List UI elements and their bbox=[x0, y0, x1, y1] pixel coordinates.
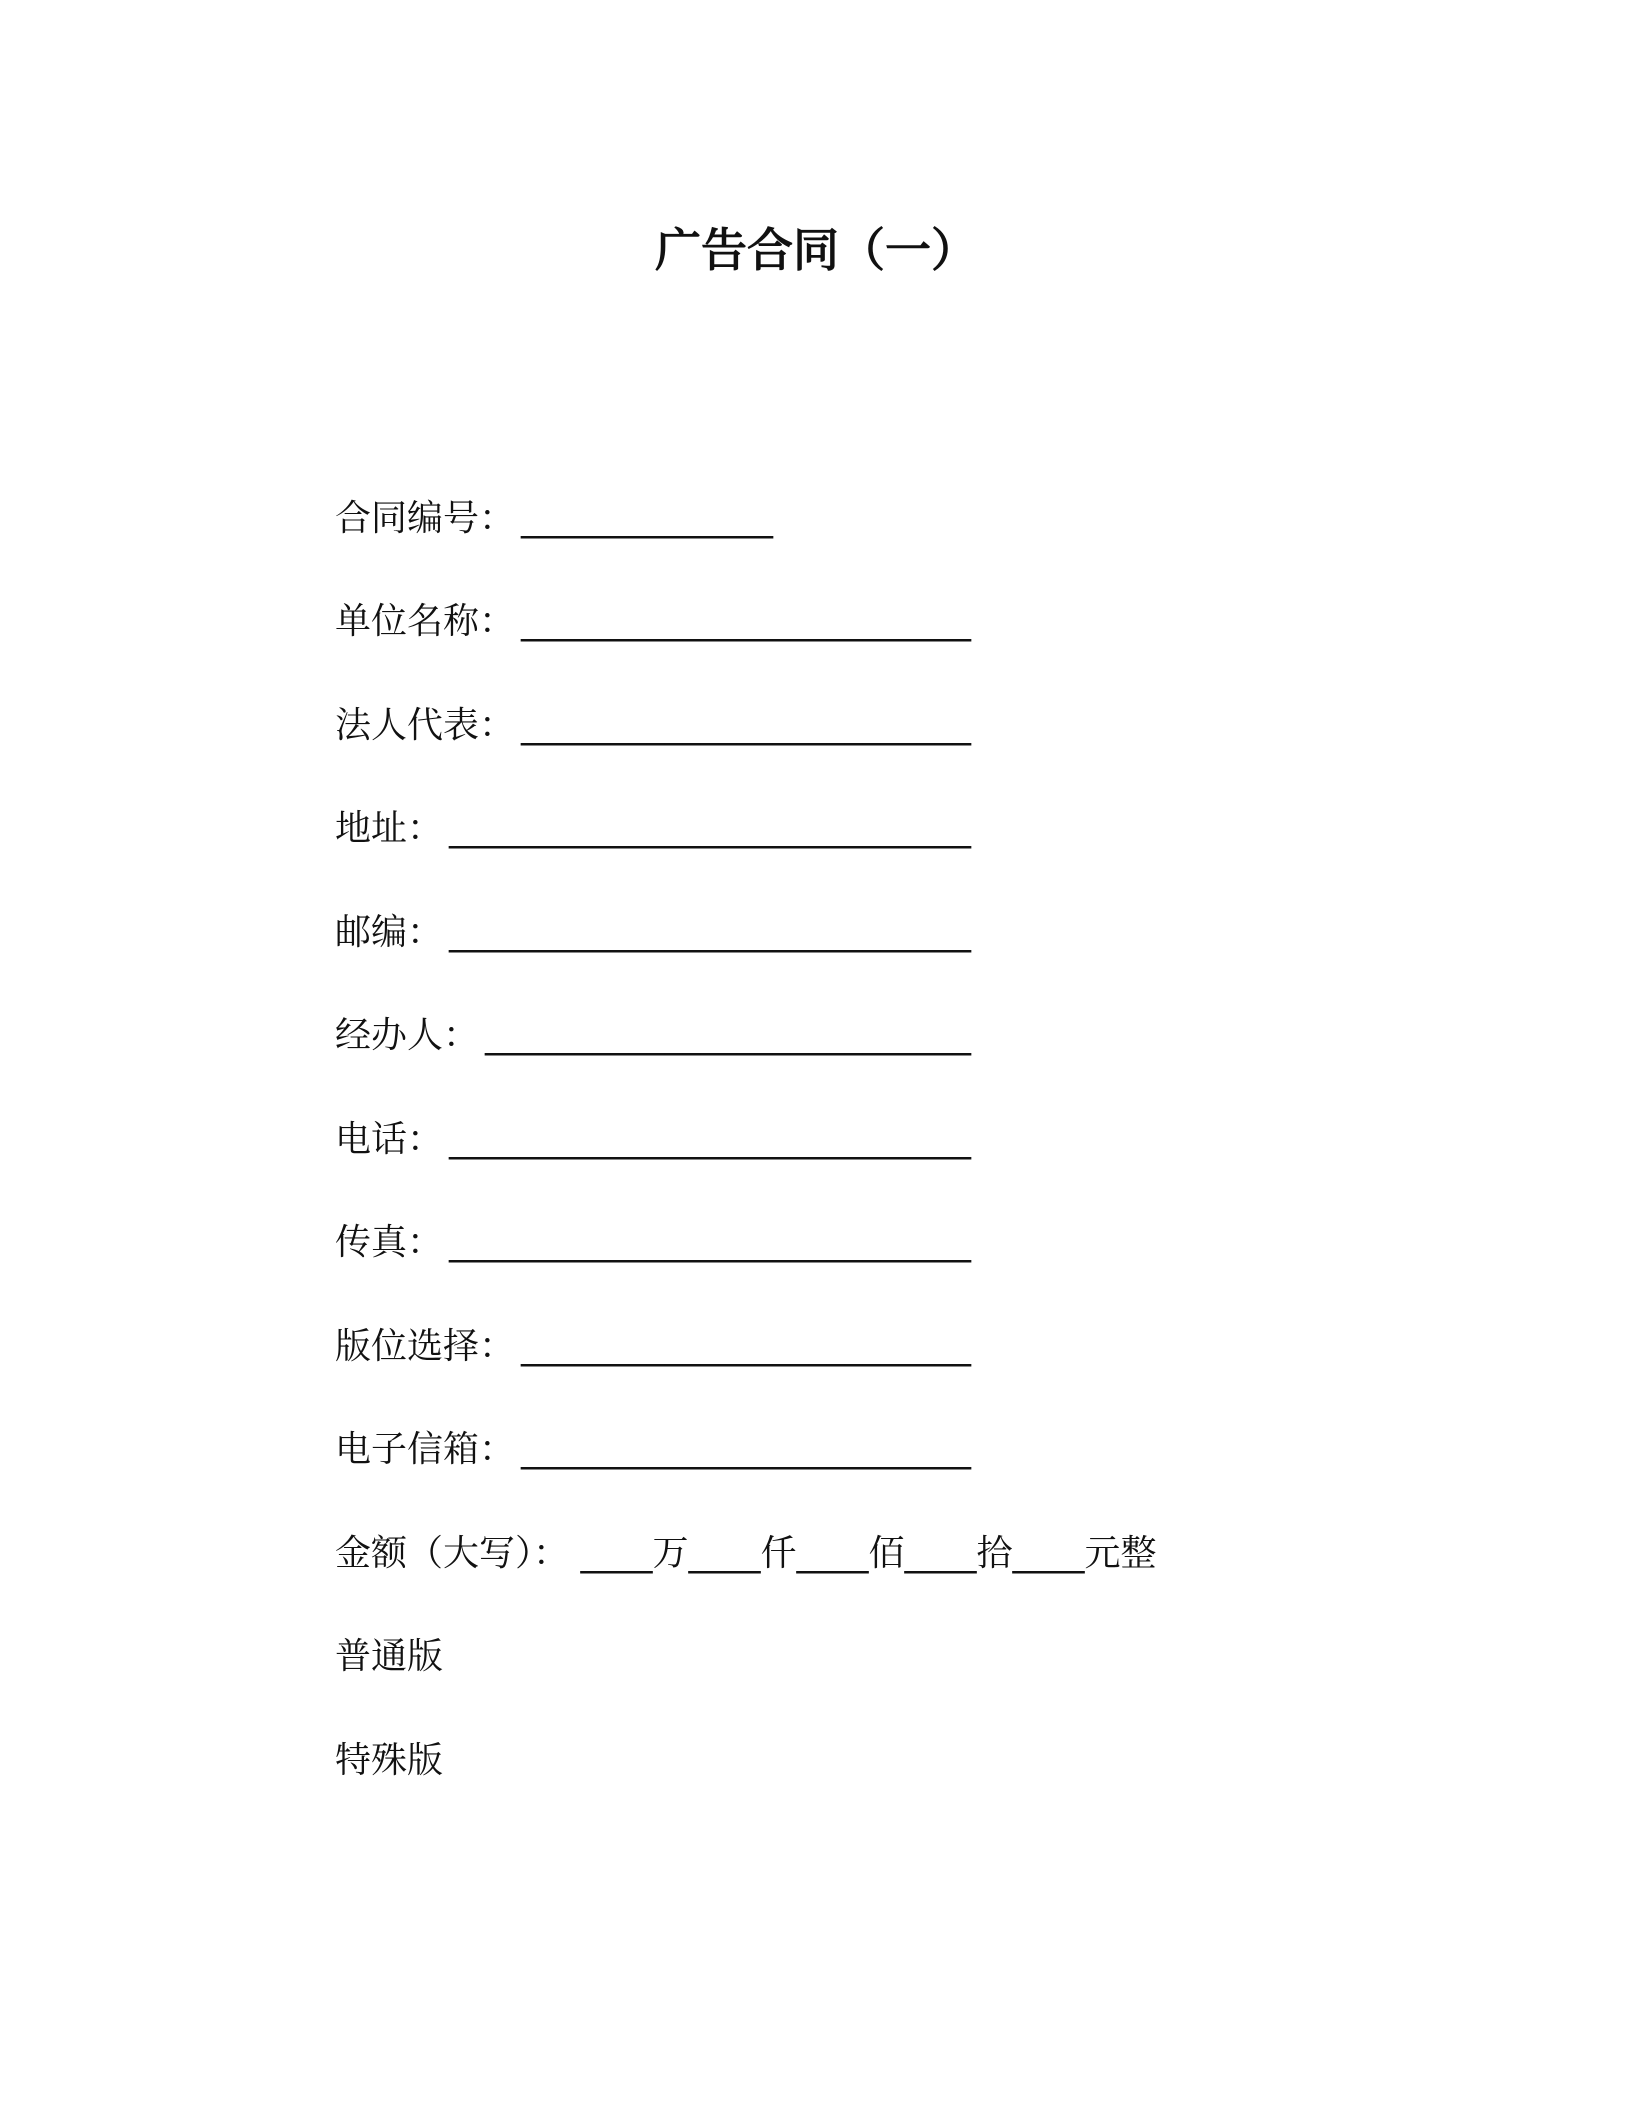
phone-field bbox=[335, 1117, 971, 1163]
address-label: 地址： bbox=[335, 808, 444, 849]
placement-blank[interactable]: _________________________ bbox=[521, 1326, 972, 1367]
postcode-label: 邮编： bbox=[335, 912, 444, 953]
handler-field bbox=[335, 1013, 971, 1059]
email-field bbox=[335, 1427, 971, 1473]
amount-bai-blank[interactable]: ____ bbox=[796, 1533, 869, 1574]
company-name-label: 单位名称： bbox=[335, 601, 516, 642]
legal-rep-blank[interactable]: _________________________ bbox=[521, 705, 972, 746]
legal-rep-label: 法人代表： bbox=[335, 705, 516, 746]
amount-qian-blank[interactable]: ____ bbox=[688, 1533, 761, 1574]
document-title: 广告合同（一） bbox=[655, 223, 977, 277]
handler-label: 经办人： bbox=[335, 1015, 480, 1056]
option-special: 特殊版 bbox=[335, 1740, 444, 1781]
contract-number-blank[interactable]: ______________ bbox=[521, 498, 774, 539]
placement-field bbox=[335, 1324, 971, 1370]
amount-yuan-blank[interactable]: ____ bbox=[1012, 1533, 1085, 1574]
amount-qian-unit: 仟 bbox=[760, 1533, 797, 1574]
amount-yuan-unit: 元整 bbox=[1084, 1533, 1157, 1574]
address-blank[interactable]: _____________________________ bbox=[449, 808, 972, 849]
amount-shi-blank[interactable]: ____ bbox=[904, 1533, 977, 1574]
postcode-field bbox=[335, 910, 971, 956]
fax-label: 传真： bbox=[335, 1222, 444, 1263]
legal-rep-field bbox=[335, 703, 971, 749]
placement-label: 版位选择： bbox=[335, 1326, 516, 1367]
amount-wan-blank[interactable]: ____ bbox=[580, 1533, 653, 1574]
company-name-field bbox=[335, 599, 971, 645]
company-name-blank[interactable]: _________________________ bbox=[521, 601, 972, 642]
postcode-blank[interactable]: _____________________________ bbox=[449, 912, 972, 953]
email-label: 电子信箱： bbox=[335, 1429, 516, 1470]
contract-number-label: 合同编号： bbox=[335, 498, 516, 539]
amount-wan-unit: 万 bbox=[652, 1533, 689, 1574]
fax-blank[interactable]: _____________________________ bbox=[449, 1222, 972, 1263]
contract-number-field bbox=[335, 496, 773, 542]
address-field bbox=[335, 806, 971, 852]
email-blank[interactable]: _________________________ bbox=[521, 1429, 972, 1470]
phone-blank[interactable]: _____________________________ bbox=[449, 1119, 972, 1160]
amount-label: 金额（大写）： bbox=[335, 1533, 570, 1574]
handler-blank[interactable]: ___________________________ bbox=[485, 1015, 972, 1056]
fax-field bbox=[335, 1220, 971, 1266]
option-standard: 普通版 bbox=[335, 1636, 444, 1677]
amount-bai-unit: 佰 bbox=[868, 1533, 905, 1574]
amount-shi-unit: 拾 bbox=[976, 1533, 1013, 1574]
phone-label: 电话： bbox=[335, 1119, 444, 1160]
amount-field bbox=[335, 1531, 1157, 1577]
